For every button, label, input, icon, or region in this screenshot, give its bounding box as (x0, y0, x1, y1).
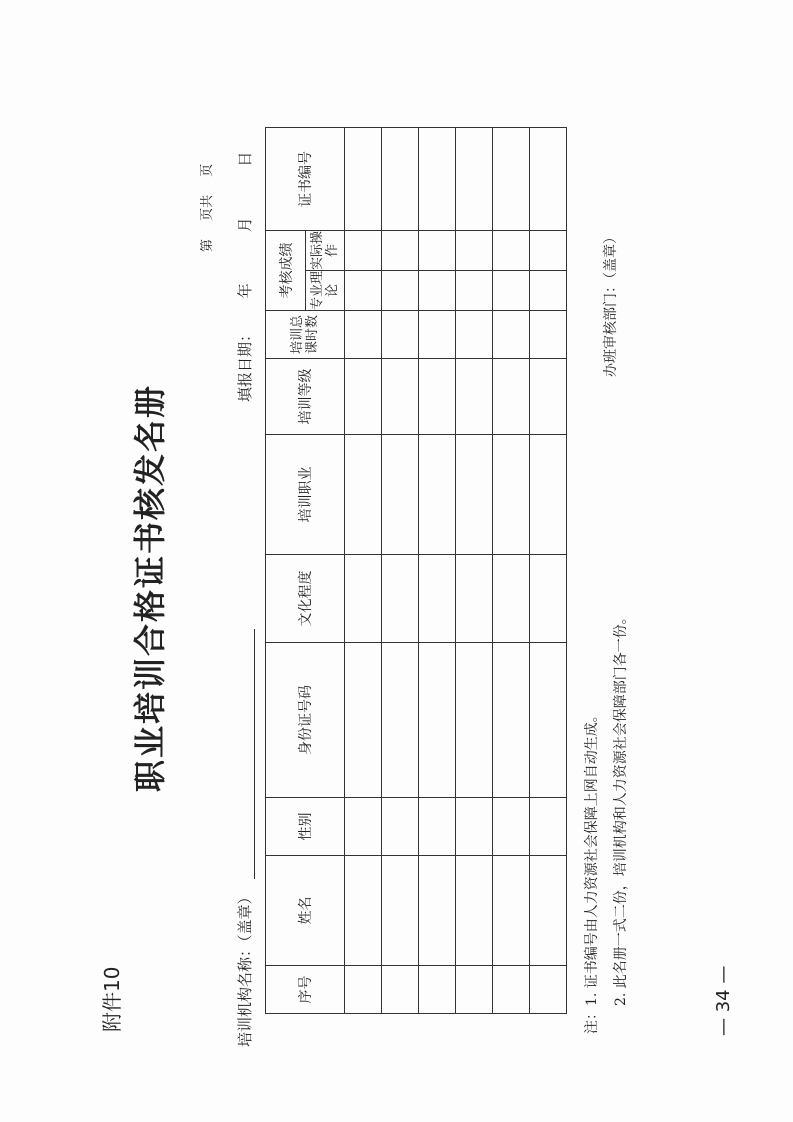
table-cell[interactable] (493, 311, 530, 359)
table-cell[interactable] (345, 271, 382, 311)
table-cell[interactable] (419, 798, 456, 856)
table-cell[interactable] (493, 231, 530, 271)
col-header-id-number: 身份证号码 (266, 643, 345, 798)
col-header-level: 培训等级 (266, 359, 345, 435)
table-cell[interactable] (419, 359, 456, 435)
table-cell[interactable] (382, 643, 419, 798)
table-cell[interactable] (382, 231, 419, 271)
table-cell[interactable] (456, 359, 493, 435)
table-cell[interactable] (382, 359, 419, 435)
table-cell[interactable] (530, 231, 567, 271)
table-row (493, 128, 530, 1014)
table-cell[interactable] (493, 435, 530, 555)
notes (578, 610, 636, 1034)
table-cell[interactable] (456, 271, 493, 311)
table-cell[interactable] (456, 435, 493, 555)
table-cell[interactable] (419, 966, 456, 1014)
table-cell[interactable] (493, 555, 530, 643)
table-cell[interactable] (345, 856, 382, 966)
table-cell[interactable] (456, 798, 493, 856)
col-header-occupation: 培训职业 (266, 435, 345, 555)
table-row (530, 128, 567, 1014)
table-cell[interactable] (530, 643, 567, 798)
col-header-education: 文化程度 (266, 555, 345, 643)
table-cell[interactable] (345, 798, 382, 856)
table-cell[interactable] (493, 856, 530, 966)
note-line-1: 注：1. 证书编号由人力资源社会保障上网自动生成。 (584, 708, 600, 1034)
col-header-hours: 培训总课时数 (266, 311, 345, 359)
table-cell[interactable] (419, 856, 456, 966)
table-cell[interactable] (530, 555, 567, 643)
subheader-practice: 实际操作 (306, 231, 345, 271)
org-name-blank[interactable] (239, 629, 255, 879)
table-cell[interactable] (382, 555, 419, 643)
table-cell[interactable] (530, 311, 567, 359)
table-cell[interactable] (419, 271, 456, 311)
table-cell[interactable] (382, 311, 419, 359)
subheader-theory: 专业理论 (306, 271, 345, 311)
table-cell[interactable] (530, 966, 567, 1014)
col-header-gender: 性别 (266, 798, 345, 856)
table-cell[interactable] (530, 271, 567, 311)
table-cell[interactable] (530, 435, 567, 555)
org-name-line (234, 629, 255, 1047)
table-cell[interactable] (530, 128, 567, 231)
table-cell[interactable] (493, 798, 530, 856)
table-cell[interactable] (382, 966, 419, 1014)
table-cell[interactable] (345, 555, 382, 643)
table-cell[interactable] (493, 966, 530, 1014)
table-cell[interactable] (345, 643, 382, 798)
table-row (382, 128, 419, 1014)
table-cell[interactable] (345, 966, 382, 1014)
table-row (419, 128, 456, 1014)
fill-date (234, 152, 255, 402)
table-row (456, 128, 493, 1014)
table-cell[interactable] (456, 966, 493, 1014)
table-cell[interactable] (382, 435, 419, 555)
table-cell[interactable] (419, 555, 456, 643)
attachment-label: 附件10 (100, 966, 124, 1032)
table-cell[interactable] (382, 128, 419, 231)
table-cell[interactable] (345, 231, 382, 271)
table-cell[interactable] (382, 798, 419, 856)
register-table (265, 127, 567, 1014)
document-title: 职业培训合格证书核发名册 (131, 383, 169, 792)
table-cell[interactable] (345, 435, 382, 555)
table-cell[interactable] (419, 311, 456, 359)
table-cell[interactable] (456, 643, 493, 798)
table-body (345, 128, 567, 1014)
fill-date-label: 填报日期： (236, 326, 254, 402)
table-cell[interactable] (456, 555, 493, 643)
col-header-cert-no: 证书编号 (266, 128, 345, 231)
table-cell[interactable] (493, 643, 530, 798)
col-header-index: 序号 (266, 966, 345, 1014)
table-cell[interactable] (456, 856, 493, 966)
review-dept: 办班审核部门：（盖章） (603, 230, 619, 377)
page-number: — 34 — (713, 965, 734, 1036)
org-name-label: 培训机构名称：（盖章） (236, 889, 254, 1047)
table-cell[interactable] (456, 311, 493, 359)
table-cell[interactable] (456, 231, 493, 271)
table-cell[interactable] (382, 856, 419, 966)
table-cell[interactable] (345, 311, 382, 359)
table-cell[interactable] (493, 271, 530, 311)
table-cell[interactable] (419, 643, 456, 798)
table-cell[interactable] (382, 271, 419, 311)
table-cell[interactable] (419, 435, 456, 555)
table-cell[interactable] (530, 798, 567, 856)
date-parts: 年 月 日 (236, 151, 254, 299)
table-cell[interactable] (419, 128, 456, 231)
table-cell[interactable] (419, 231, 456, 271)
col-header-name: 姓名 (266, 856, 345, 966)
table-cell[interactable] (530, 359, 567, 435)
table-cell[interactable] (493, 359, 530, 435)
table-cell[interactable] (493, 128, 530, 231)
col-header-exam: 考核成绩 (266, 231, 306, 311)
table-cell[interactable] (530, 856, 567, 966)
table-cell[interactable] (345, 359, 382, 435)
table-row (345, 128, 382, 1014)
note-line-2: 2. 此名册一式二份，培训机构和人力资源社会保障部门各一份。 (613, 610, 629, 1006)
page-info: 第 页共 页 (200, 163, 215, 252)
table-cell[interactable] (456, 128, 493, 231)
table-cell[interactable] (345, 128, 382, 231)
